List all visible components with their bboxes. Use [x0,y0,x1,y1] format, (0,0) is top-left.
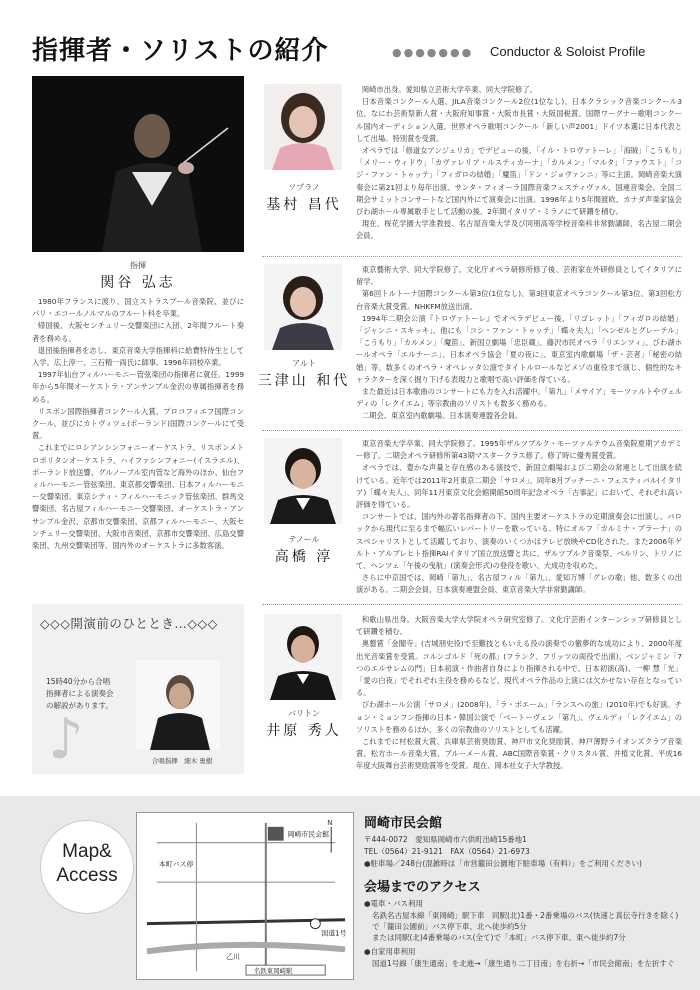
preconcert-title: ◇◇◇開演前のひととき…◇◇◇ [40,616,218,631]
alto-role: アルト [292,359,316,368]
section-divider [262,604,682,605]
title-dots: ●●●●●●● [392,46,474,59]
bio-paragraph: 帰国後、大阪センチュリー交響楽団に入団、2年間フルート奏者を務める。 [32,321,244,343]
access-title: 会場までのアクセス [364,880,481,895]
bio-paragraph: さらに中京国では、岡崎「第九」、名古屋フィル「第九」、愛知万博「グレの歌」他、数多くの出演がある。二期会会員、日本演奏連盟会員、東京音楽大学非常勤講師。 [356,573,682,595]
preconcert-caption: 合唱指揮 細木 勇樹 [151,757,213,765]
page-title: 指揮者・ソリストの紹介 [32,36,329,66]
train-label: ●電車・バス利用 [364,899,424,908]
bio-paragraph: 日本音楽コンクール入選、JILA音楽コンクール2位(1位なし)、日本クラシック音楽コンクール3位、なにわ芸術祭新人賞・大阪府知事賞・大阪市長賞・大阪国税賞、国際ワーグナー歌唱コンクール国内オーディション入選、世界オペラ歌唱コンクール「新しい声2001」ドイツ本選に日本代表として出場。特別賞を受賞。 [356,97,682,143]
preconcert-text: 15時40分から合唱指揮者による演奏会の解説があります。 [46,677,114,710]
soprano-photo [264,84,342,170]
bio-paragraph: 1980年フランスに渡り、国立ストラスブール音楽院、並びにパリ・エコールノルマルのフルート科を卒業。 [32,297,244,319]
bio-paragraph: びわ湖ホール公演「サロメ」(2008年)、「ラ・ボエーム」「ランスへの旅」(2010年)でも好演。チョン・ミョンフン指揮の日本・韓国公演で「ベートーヴェン「第九」、ヴェルディ「レクイエム」のソリストを務めるほか、多くの宗教曲のソリストとしても活躍。 [356,700,682,734]
badge-line1: Map& [62,841,112,862]
map-label-jr: 名鉄東岡崎駅 [253,967,293,976]
bio-paragraph: これまでにロシアンシンフォニーオーケストラ、リスボンメトロポリタンオーケストラ、ハイファシンフォニー(イスラエル)、ポーランド放送響、グルノーブル室内管など海外のほか、仙台フィルハーモニー管弦楽団、東京都交響楽団、日本フィルハーモニー交響楽団、東京シティ・フィルハーモニック管弦楽団、群馬交響楽団、名古屋フィルハーモニー交響楽団、オーケストラ・アンサンブル金沢、京都市交響楽団、京都フィルハーモニー、大阪センチュリー交響楽団、大阪市音楽団、京都市交響楽団、広島交響楽団、九州交響楽団等、国内外のオーケストラに多数客演。 [32,443,244,551]
page-subtitle: Conductor & Soloist Profile [490,44,646,59]
bio-paragraph: これまでに村松賞大賞、兵庫県芸術奨励賞、神戸市文化奨励賞、神戸薄野ライオンズクラブ音楽賞、松方ホール音楽大賞、ブルーメール賞、ABC国際音楽賞・クリスタル賞、井植文化賞、平成16年度大阪舞台芸術奨励賞等を受賞。現在、岡本社女子大学教授。 [356,737,682,771]
bio-paragraph: オペラでは「修道女アンジェリカ」でデビューの後、「イル・トロヴァトーレ」「海賊」「こうもり」「メリー・ウィドウ」「カヴァレリア・ルスティカーナ」「カルメン」「マルタ」「ファウスト」「コジ・ファン・トゥッテ」「フィガロの結婚」「魔笛」「ドン・ジョヴァンニ」等に主演。岡崎音楽大演奏会に第21回より毎年出演、サンタ・フィオーラ国際音楽フェスティヴァル、国連音楽会、全国二期会サミットコンサートなど国内外にて演奏会に出演。1998年より5年間渡欧、カナダ声楽家協会びわ湖ホール専属歌手として活動の後、2年間イタリア・ミラノにて研鑽を積む。 [356,146,682,217]
bio-paragraph: 東京藝術大学、同大学院修了。文化庁オペラ研修所修了後、芸術家在外研修員としてイタリアに留学。 [356,265,682,287]
bio-paragraph: 1997年仙台フィルハーモニー管弦楽団の指揮者に就任。1999年から5年間オーケストラ・アンサンブル金沢の専属指揮者を務める。 [32,370,244,404]
access-map [136,812,354,980]
venue-tel: TEL（0564）21-9121 FAX（0564）21-6973 [364,847,530,856]
tenor-role: テノール [288,535,320,544]
baritone-name: 井原 秀人 [266,723,342,739]
conductor-role: 指揮 [130,261,146,270]
bio-paragraph: 退団後指揮者を志し、東京音楽大学指揮科に給費特待生として入学。広上淳一、三石精一両氏に師事。1996年同校卒業。 [32,345,244,368]
conductor-bio [32,296,244,552]
music-note-icon: ♪ [48,707,84,772]
bio-paragraph: 1994年二期会公演『トロヴァトーレ』でオペラデビュー後、「リゴレット」「フィガロの結婚」「ジャンニ・スキッキ」、他にも「コシ・ファン・トゥッテ」「蝶々夫人」「ヘンゼルとグレーテル」「こうもり」「カルメン」「魔笛」、新国立劇場「忠臣蔵」、藤沢市民オペラ「リエンツィ」、びわ湖ホールオペラ「エルナーニ」、日本オペラ協会「夏の夜に」、東京室内歌劇場「ザ・芸者」「秘密の結婚」等、数多くのオペラ・オペレッタ公演でタイトルロールなどメゾの重役まで演じ、個性的なキャラクターを深く掘り下げる表現力と歌唱で高い評価を得ている。 [356,313,682,384]
soprano-bio [356,84,682,243]
map-label-river: 乙川 [226,953,241,962]
soprano-name: 基村 昌代 [266,197,342,213]
badge-line2: Access [56,865,118,886]
section-divider [262,256,682,257]
bio-paragraph: 東京音楽大学卒業、同大学院修了。1995年ザルツブルク・モーツァルテウム音楽院夏期アカデミー修了。二期会オペラ研修所第43期マスタークラス修了。修了時に優秀賞受賞。 [356,439,682,461]
train-route-2: または同駅(北)4番乗場のバス(全て)で「本町」バス停下車、東へ徒歩約7分 [372,933,626,942]
section-divider [262,430,682,431]
bio-paragraph: 二期会、東京室内歌劇場、日本演奏連盟各会員。 [361,411,523,421]
bio-paragraph: オペラでは、豊かな声量と存在感のある演技で、新国立劇場および二期会の常連として出演を続けている。近年では2011年2月東京二期会「サロメ」、同年8月プッチーニ・フェスティバル(イタリア)「蝶々夫人」、同年11月東京文化会館開館50周年記念オペラ「古事記」において、それぞれ高い評価を得ている。 [356,463,682,510]
alto-name: 三津山 和代 [257,373,351,389]
bio-paragraph: 第6回トルトーナ国際コンクール第3位(1位なし)、第3回東京オペラコンクール第3位、第3回松方台音楽大賞受賞。NHKFM放送出演。 [356,289,682,311]
alto-bio [356,264,682,423]
car-label: ●自家用車利用 [364,947,416,956]
venue-address: 〒444-0072 愛知県岡崎市六供町出崎15番地1 [364,835,527,844]
soprano-role: ソプラノ [288,183,320,192]
conductor-name: 関谷 弘志 [100,275,176,291]
bio-paragraph: また最近は日本歌曲のコンサートにも力を入れ活躍中。「第九」「メサイア」モーツァルトやヴェルディの「レクイエム」等宗教曲のソリストも数多く務める。 [356,387,682,409]
svg-text:N: N [327,818,333,827]
map-label-road: 国道1号 [321,929,347,938]
train-route-1: 名鉄名古屋本線「東岡崎」駅下車 同駅(北)1番・2番乗場のバス(快速と真伝寺行きを除く)で「籠田公園前」バス停下車、北へ徒歩約5分 [372,911,679,931]
bio-paragraph: 現在、桜花学園大学准教授、名古屋音楽大学及び同朋高等学校音楽科非常勤講師、名古屋二期会会員。 [356,219,682,241]
baritone-bio [356,614,682,773]
alto-photo [264,264,342,350]
tenor-bio [356,438,682,597]
map-label-venue: 岡崎市民会館 [287,830,330,839]
bio-paragraph: 奥藝賞「金閣寺」(吉城朋史役)で至難技ともいえる役の演奏での徹夢的な成功により、2000年度 出光音楽賞を受賞。コルンゴルド「死の都」(フランク、フリッツの両役で出演)、ベンジャミン「7つのエルサレムの門」日本初演・作曲者自身により指揮される中で、日本初演(高)、一柳 慧「光」「愛の白夜」でそれぞれ主役を務めるなど、現代オペラ作品の上演には欠かせない存在となっている。 [356,639,682,698]
bio-paragraph: コンサートでは、国内外の著名指揮者の下、国内主要オーケストラの定期演奏会に出演し、バロックから現代に至るまで幅広いレパートリーを歌っている。特にオルフ「カルミナ・ブラーナ」のスペシャリストとして活躍しており、演奏のいくつかはテレビ放映やCD化された。また2006年ゲルト・アルブレヒト指揮RAIイタリア国立放送響と共に、ザルツブルク音楽祭、ベルリン、トリノにて、ヘンツェ「午後の曳航」(演奏会形式)の登役を歌い、大成功を収めた。 [356,512,682,571]
conductor-photo [32,76,244,252]
tenor-name: 高橋 淳 [274,549,334,565]
map-label-station: 本町バス停 [158,860,194,869]
venue-name: 岡崎市民会館 [364,816,443,831]
baritone-photo [264,614,342,700]
bio-paragraph: リスボン国際指揮者コンクール入賞、プロコフィエフ国際コンクール、並びにカトヴィツェ(ポーランド)国際コンクールにて受賞。 [32,406,244,441]
map-access-badge [40,820,134,914]
preconcert-box [32,604,244,774]
chorus-conductor-photo [136,660,220,750]
tenor-photo [264,438,342,524]
bio-paragraph: 岡崎市出身。愛知県立芸術大学卒業、同大学院修了。 [361,85,537,94]
bio-paragraph: 和歌山県出身。大阪音楽大学大学院オペラ研究室修了。文化庁芸術インターンシップ研修員として研鑽を積む。 [356,615,682,637]
car-route: 国道1号線「康生通南」を北進→「康生通り二丁目南」を右折→「市民会館南」を左折すぐ [372,959,675,968]
baritone-role: バリトン [288,709,320,718]
venue-parking: ●駐車場／248台(混雑時は「市営籠田公園地下駐車場（有料）」をご利用ください) [364,859,642,868]
